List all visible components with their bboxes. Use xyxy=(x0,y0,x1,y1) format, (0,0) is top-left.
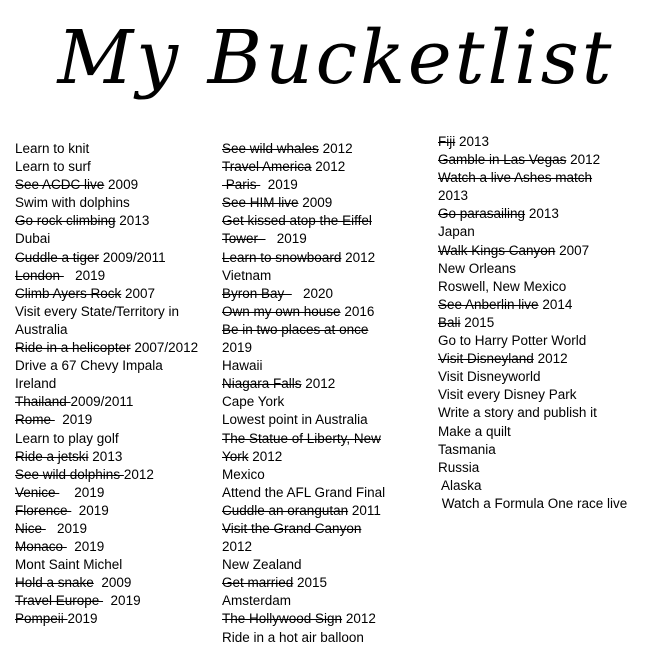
list-item xyxy=(222,339,432,357)
item-text: 2019 xyxy=(59,484,105,500)
completed-item-text: Nice xyxy=(15,520,46,536)
item-text: 2015 xyxy=(293,575,328,591)
list-item xyxy=(222,140,432,158)
item-text: 2019 xyxy=(260,177,298,193)
item-text: 2012 xyxy=(301,376,336,392)
list-item xyxy=(222,484,432,502)
list-item xyxy=(438,404,648,422)
item-text: Dubai xyxy=(15,231,51,247)
list-item xyxy=(438,151,648,169)
list-item xyxy=(438,278,648,296)
list-item xyxy=(15,484,225,502)
completed-item-text: Get kissed atop the Eiffel xyxy=(222,213,372,229)
completed-item-text: Visit the Grand Canyon xyxy=(222,520,362,536)
list-item xyxy=(15,357,225,375)
completed-item-text: See wild dolphins xyxy=(15,466,124,482)
list-item xyxy=(15,212,225,230)
item-text: 2011 xyxy=(348,502,381,518)
item-text: Attend the AFL Grand Final xyxy=(222,484,386,500)
item-text: 2009/2011 xyxy=(70,394,134,410)
list-item xyxy=(15,303,225,339)
item-text: Japan xyxy=(438,224,475,240)
completed-item-text: Go parasailing xyxy=(438,206,526,222)
list-item xyxy=(15,592,225,610)
list-item xyxy=(222,176,432,194)
completed-item-text: The Hollywood Sign xyxy=(222,611,343,627)
list-item xyxy=(15,194,225,212)
completed-item-text: Gamble in Las Vegas xyxy=(438,152,567,168)
item-text: Lowest point in Australia xyxy=(222,412,368,428)
item-text: Roswell, New Mexico xyxy=(438,278,567,294)
list-item xyxy=(15,375,225,393)
item-text: 2012 xyxy=(318,141,353,156)
item-text: 2012 xyxy=(341,249,376,265)
list-item xyxy=(222,158,432,176)
item-text: Tasmania xyxy=(438,441,496,457)
completed-item-text: Venice xyxy=(15,484,60,500)
item-text: 2015 xyxy=(460,314,495,330)
item-text: Write a story and publish it xyxy=(438,405,597,421)
list-item xyxy=(438,296,648,314)
list-item xyxy=(438,368,648,386)
bucketlist-column-3 xyxy=(438,133,648,513)
list-item xyxy=(222,194,432,212)
completed-item-text: Learn to snowboard xyxy=(222,249,342,265)
item-text: 2012 xyxy=(311,159,346,175)
list-item xyxy=(222,556,432,574)
list-item xyxy=(15,393,225,411)
completed-item-text: Ride in a helicopter xyxy=(15,340,131,356)
list-item xyxy=(438,169,648,187)
list-item xyxy=(222,610,432,628)
completed-item-text: Byron Bay xyxy=(222,285,292,301)
item-text: 2012 xyxy=(123,466,154,482)
list-item xyxy=(222,303,432,321)
item-text: 2016 xyxy=(340,303,375,319)
list-item xyxy=(15,556,225,574)
list-item xyxy=(438,187,648,205)
item-text: Visit every Disney Park xyxy=(438,387,577,403)
list-item xyxy=(438,314,648,332)
item-text: 2019 xyxy=(71,502,109,518)
page-title xyxy=(0,8,672,118)
item-text: Visit Disneyworld xyxy=(438,369,541,385)
list-item xyxy=(222,520,432,538)
item-text: 2013 xyxy=(525,206,559,222)
completed-item-text: Visit Disneyland xyxy=(438,351,534,367)
list-item xyxy=(15,520,225,538)
completed-item-text: Go rock climbing xyxy=(15,213,116,229)
completed-item-text: Travel America xyxy=(222,159,312,175)
item-text: 2014 xyxy=(538,296,573,312)
item-text: 2019 xyxy=(63,267,106,283)
item-text: 2009 xyxy=(104,177,139,193)
list-item xyxy=(222,502,432,520)
completed-item-text: Bali xyxy=(438,314,461,330)
item-text: Hawaii xyxy=(222,358,263,374)
list-item xyxy=(438,133,648,151)
list-item xyxy=(222,538,432,556)
list-item xyxy=(15,430,225,448)
list-item xyxy=(438,477,648,495)
list-item xyxy=(438,332,648,350)
completed-item-text: Hold a snake xyxy=(15,575,94,591)
completed-item-text: Watch a live Ashes match xyxy=(438,170,593,186)
list-item xyxy=(15,249,225,267)
list-item xyxy=(15,448,225,466)
completed-item-text: London xyxy=(15,267,64,283)
list-item xyxy=(438,242,648,260)
item-text: New Zealand xyxy=(222,557,302,573)
item-text: Alaska xyxy=(438,477,482,493)
completed-item-text: York xyxy=(222,448,249,464)
completed-item-text: Cuddle an orangutan xyxy=(222,502,349,518)
item-text: 2007 xyxy=(121,285,156,301)
list-item xyxy=(222,212,432,230)
list-item xyxy=(222,321,432,339)
item-text: 2013 xyxy=(455,134,490,149)
item-text: Amsterdam xyxy=(222,593,292,609)
bucketlist-column-2 xyxy=(222,140,432,647)
item-text: 2013 xyxy=(438,188,469,204)
list-item xyxy=(15,230,225,248)
completed-item-text: Pompeii xyxy=(15,611,68,627)
list-item xyxy=(222,411,432,429)
item-text: 2012 xyxy=(566,152,601,168)
list-item xyxy=(222,249,432,267)
list-item xyxy=(438,350,648,368)
completed-item-text: Niagara Falls xyxy=(222,376,302,392)
list-item xyxy=(222,267,432,285)
item-text: 2009 xyxy=(93,575,132,591)
list-item xyxy=(15,538,225,556)
item-text: Make a quilt xyxy=(438,423,511,439)
list-item xyxy=(15,140,225,158)
item-text: 2012 xyxy=(222,539,253,555)
list-item xyxy=(15,411,225,429)
list-item xyxy=(15,466,225,484)
item-text: 2009/2011 xyxy=(99,249,166,265)
list-item xyxy=(222,574,432,592)
list-item xyxy=(222,375,432,393)
item-text: Learn to knit xyxy=(15,141,90,156)
item-text: 2007/2012 xyxy=(130,340,199,356)
item-text: 2019 xyxy=(45,520,88,536)
list-item xyxy=(438,386,648,404)
item-text: 2013 xyxy=(115,213,150,229)
completed-item-text: Fiji xyxy=(438,134,456,149)
item-text: 2019 xyxy=(265,231,307,247)
item-text: Swim with dolphins xyxy=(15,195,130,211)
item-text: Drive a 67 Chevy Impala xyxy=(15,358,163,374)
list-item xyxy=(222,393,432,411)
list-item xyxy=(438,459,648,477)
completed-item-text: Walk Kings Canyon xyxy=(438,242,556,258)
item-text: 2007 xyxy=(555,242,590,258)
item-text: 2019 xyxy=(67,611,98,627)
list-item xyxy=(438,260,648,278)
item-text: New Orleans xyxy=(438,260,517,276)
item-text: 2019 xyxy=(222,340,253,356)
list-item xyxy=(438,495,648,513)
item-text: 2013 xyxy=(88,448,123,464)
item-text: 2019 xyxy=(66,539,105,555)
item-text: 2009 xyxy=(298,195,333,211)
completed-item-text: The Statue of Liberty, New xyxy=(222,430,381,446)
list-item xyxy=(222,357,432,375)
completed-item-text: Get married xyxy=(222,575,294,591)
item-text: Watch a Formula One race live xyxy=(438,495,628,511)
item-text: Visit every State/Territory in Australia xyxy=(15,303,180,337)
completed-item-text: Be in two places at once xyxy=(222,321,369,337)
list-item xyxy=(222,448,432,466)
completed-item-text: Travel Europe xyxy=(15,593,104,609)
item-text: 2012 xyxy=(342,611,376,627)
item-text: 2020 xyxy=(291,285,334,301)
completed-item-text: Paris xyxy=(222,177,261,193)
completed-item-text: Cuddle a tiger xyxy=(15,249,100,265)
list-item xyxy=(15,158,225,176)
item-text: Learn to surf xyxy=(15,159,91,175)
completed-item-text: Florence xyxy=(15,502,72,518)
completed-item-text: Ride a jetski xyxy=(15,448,89,464)
item-text: Cape York xyxy=(222,394,285,410)
completed-item-text: See HIM live xyxy=(222,195,299,211)
list-item xyxy=(222,285,432,303)
list-item xyxy=(222,629,432,647)
list-item xyxy=(438,223,648,241)
list-item xyxy=(222,430,432,448)
list-item xyxy=(15,502,225,520)
completed-item-text: Tower xyxy=(222,231,266,247)
completed-item-text: See Anberlin live xyxy=(438,296,539,312)
item-text: Mont Saint Michel xyxy=(15,557,123,573)
list-item xyxy=(222,466,432,484)
completed-item-text: See ACDC live xyxy=(15,177,105,193)
list-item xyxy=(15,339,225,357)
list-item xyxy=(438,205,648,223)
completed-item-text: Monaco xyxy=(15,539,67,555)
list-item xyxy=(15,574,225,592)
item-text: 2019 xyxy=(54,412,93,428)
item-text: Ireland xyxy=(15,376,57,392)
completed-item-text: Rome xyxy=(15,412,55,428)
completed-item-text: Thailand xyxy=(15,394,71,410)
completed-item-text: Own my own house xyxy=(222,303,341,319)
item-text: Vietnam xyxy=(222,267,272,283)
item-text: Ride in a hot air balloon xyxy=(222,629,364,645)
item-text: Learn to play golf xyxy=(15,430,119,446)
title-text: My Bucketlist xyxy=(57,15,615,101)
bucketlist-column-1 xyxy=(15,140,225,629)
item-text: Russia xyxy=(438,459,480,475)
list-item xyxy=(222,592,432,610)
list-item xyxy=(15,176,225,194)
item-text: Go to Harry Potter World xyxy=(438,333,587,349)
list-item xyxy=(15,610,225,628)
item-text: 2012 xyxy=(533,351,568,367)
item-text: Mexico xyxy=(222,466,265,482)
list-item xyxy=(15,267,225,285)
list-item xyxy=(222,230,432,248)
list-item xyxy=(438,441,648,459)
list-item xyxy=(15,285,225,303)
completed-item-text: See wild whales xyxy=(222,141,319,156)
list-item xyxy=(438,423,648,441)
completed-item-text: Climb Ayers Rock xyxy=(15,285,122,301)
item-text: 2019 xyxy=(103,593,141,609)
item-text: 2012 xyxy=(248,448,283,464)
